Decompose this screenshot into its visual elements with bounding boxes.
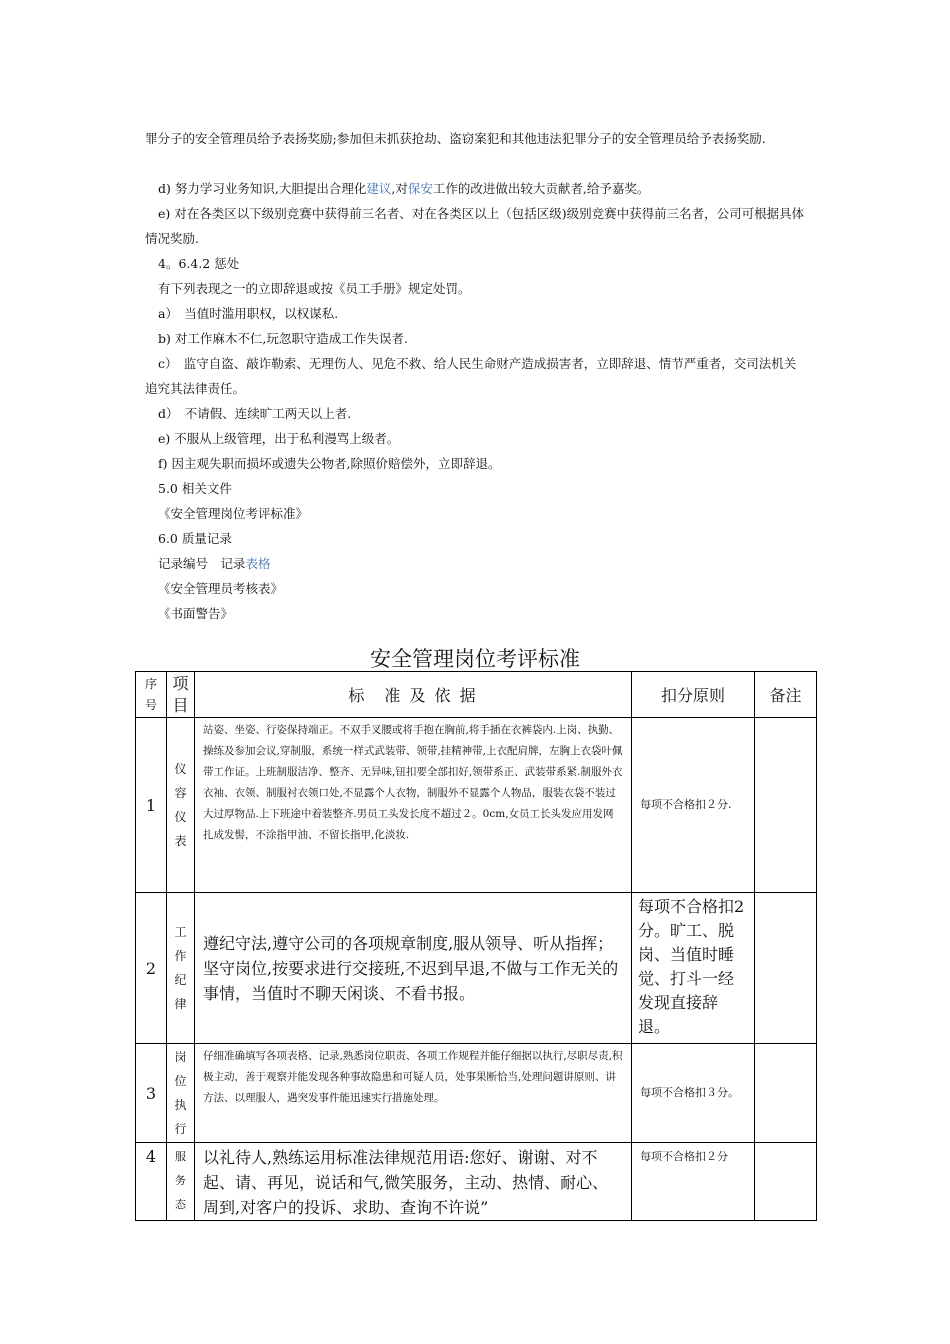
row-deduction: 每项不合格扣２分 — [632, 1143, 755, 1221]
penalty-item-e: e) 不服从上级管理，出于私利漫骂上级者。 — [158, 431, 400, 446]
link-security[interactable]: 保安 — [407, 181, 433, 196]
row-deduction: 每项不合格扣2分。旷工、脱岗、当值时睡觉、打斗一经发现直接辞退。 — [632, 893, 755, 1044]
header-note: 备注 — [755, 672, 817, 718]
record-item-warning: 《书面警告》 — [158, 606, 234, 621]
paragraph-reward-e: e) 对在各类区以下级别竞赛中获得前三名者、对在各类区以上（包括区级)级别竞赛中获得前三名者，公司可根据具体情况奖励. — [145, 206, 805, 246]
table-row — [136, 893, 817, 1044]
penalty-item-f: f) 因主观失职而损坏或遗失公物者,除照价赔偿外，立即辞退。 — [158, 456, 501, 471]
row-standard: 遵纪守法,遵守公司的各项规章制度,服从领导、听从指挥；坚守岗位,按要求进行交接班,不迟到早退,不做与工作无关的事情，当值时不聊天闲谈、不看书报。 — [195, 893, 632, 1044]
section-heading-related-docs: 5.0 相关文件 — [158, 481, 232, 496]
penalty-item-b: b) 对工作麻木不仁,玩忽职守造成工作失误者. — [158, 331, 408, 346]
section-heading-quality-records: 6.0 质量记录 — [158, 531, 232, 546]
row-item: 服 务 态 — [167, 1143, 195, 1221]
table-header-row — [136, 672, 817, 718]
row-seq: 4 — [136, 1143, 167, 1221]
header-deduction: 扣分原则 — [632, 672, 755, 718]
reward-d-text-post: 工作的改进做出较大贡献者,给予嘉奖。 — [432, 181, 650, 196]
paragraph-reward-continued: 罪分子的安全管理员给予表扬奖励;参加但未抓获抢劫、盗窃案犯和其他违法犯罪分子的安全管理员给予表扬奖励. — [145, 131, 766, 146]
row-deduction: 每项不合格扣２分. — [632, 718, 755, 893]
row-note — [755, 1143, 817, 1221]
row-seq: 2 — [136, 893, 167, 1044]
row-seq: 3 — [136, 1044, 167, 1143]
row-standard: 以礼待人,熟练运用标准法律规范用语:您好、谢谢、对不起、请、再见，说话和气,微笑服务，主动、热情、耐心、周到,对客户的投诉、求助、查询不许说” — [195, 1143, 632, 1221]
row-item: 仪 容 仪 表 — [167, 718, 195, 893]
reward-d-text-pre: d) 努力学习业务知识,大胆提出合理化 — [158, 181, 367, 196]
row-standard: 站姿、坐姿、行姿保持端正。不双手叉腰或将手抱在胸前,将手插在衣裤袋内.上岗、执勤、操练及参加会议,穿制服，系统一样式武装带、领带,挂精神带,上衣配肩牌，左胸上衣袋叶佩带工作证。上班制服洁净、整齐、无异味,钮扣要全部扣好,领带系正、武装带系紧.制服外衣衣袖、衣领、制服衬衣领口处,不显露个人衣物，制服外不显露个人物品，服装衣袋不装过大过厚物品.上下班途中着装整齐.男员工头发长度不超过２。0cm,女员工长头发应用发网扎成发髻，不涂指甲油、不留长指甲,化淡妆. — [195, 718, 632, 893]
row-note — [755, 718, 817, 893]
penalty-item-d: d） 不请假、连续旷工两天以上者. — [158, 406, 352, 421]
header-standard: 标 准 及 依 据 — [195, 672, 632, 718]
table-row — [136, 718, 817, 893]
row-standard: 仔细准确填写各项表格、记录,熟悉岗位职责、各项工作规程并能仔细据以执行,尽职尽责,积极主动，善于观察并能发现各种事故隐患和可疑人员，处事果断恰当,处理问题讲原则、讲方法、以理服人，遇突发事件能迅速实行措施处理。 — [195, 1044, 632, 1143]
link-suggestion[interactable]: 建议 — [366, 181, 392, 196]
row-note — [755, 1044, 817, 1143]
reward-d-text-mid: ,对 — [391, 181, 408, 196]
record-header — [158, 551, 271, 576]
row-note — [755, 893, 817, 1044]
section-heading-penalty: 4。6.4.2 惩处 — [158, 256, 240, 271]
table-title: 安全管理岗位考评标准 — [370, 647, 580, 671]
penalty-intro: 有下列表现之一的立即辞退或按《员工手册》规定处罚。 — [158, 281, 471, 296]
row-seq: 1 — [136, 718, 167, 893]
related-doc-item: 《安全管理岗位考评标准》 — [158, 506, 309, 521]
header-item: 项 目 — [167, 672, 195, 718]
row-item: 岗 位 执 行 — [167, 1044, 195, 1143]
paragraph-reward-d — [158, 176, 649, 201]
penalty-item-c: c） 监守自盗、敲诈勒索、无理伤人、见危不救、给人民生命财产造成损害者，立即辞退、情节严重者，交司法机关追究其法律责任。 — [145, 356, 797, 396]
evaluation-table — [135, 671, 817, 1221]
header-seq: 序 号 — [136, 672, 167, 718]
table-row — [136, 1143, 817, 1221]
record-item-assessment: 《安全管理员考核表》 — [158, 581, 284, 596]
table-row — [136, 1044, 817, 1143]
record-header-text: 记录编号 记录 — [158, 556, 246, 571]
row-deduction: 每项不合格扣３分。 — [632, 1044, 755, 1143]
link-form[interactable]: 表格 — [245, 556, 271, 571]
penalty-item-a: a） 当值时滥用职权，以权谋私. — [158, 306, 339, 321]
row-item: 工 作 纪 律 — [167, 893, 195, 1044]
